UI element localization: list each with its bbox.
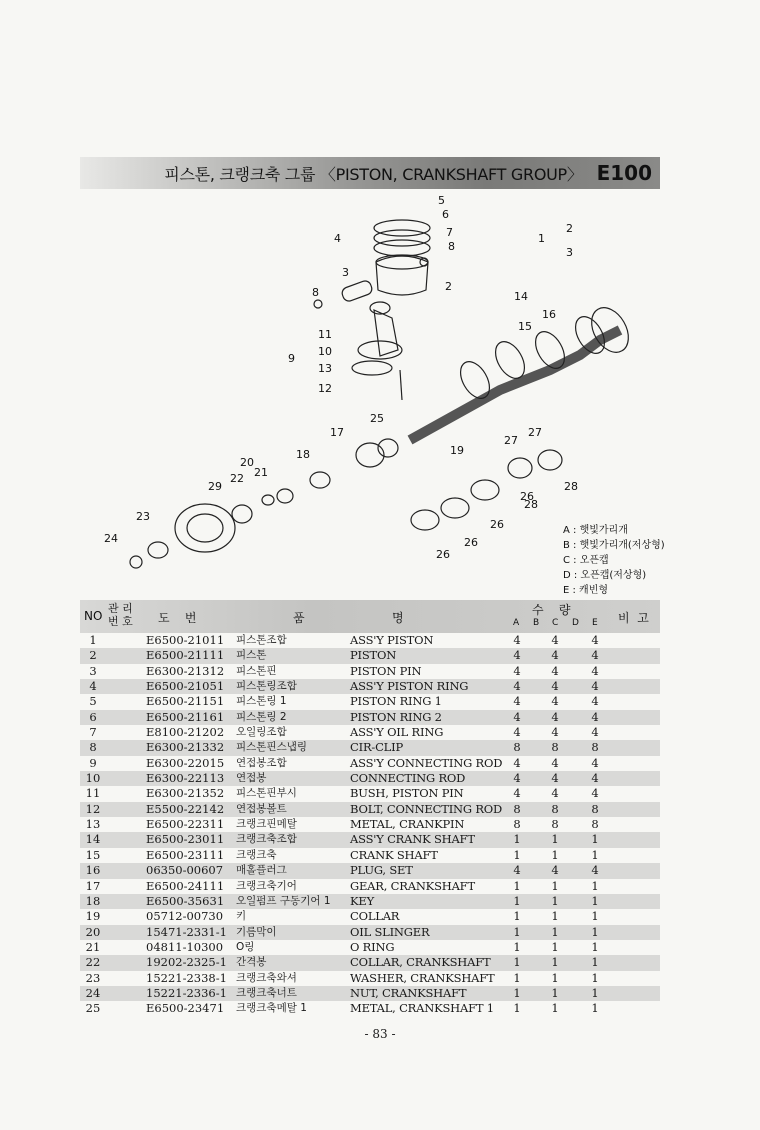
row-name-en: COLLAR: [350, 909, 400, 924]
row-name-en: CONNECTING ROD: [350, 771, 466, 786]
svg-text:2: 2: [445, 280, 452, 293]
header-mgmt-no: 관 리 번 호: [108, 602, 133, 628]
row-no: 15: [85, 847, 101, 862]
row-name-en: ASS'Y PISTON RING: [350, 679, 469, 694]
row-no: 21: [85, 939, 101, 954]
table-row: [80, 817, 660, 832]
svg-text:13: 13: [318, 362, 332, 375]
svg-text:14: 14: [514, 290, 528, 303]
row-qty-e: 1: [591, 924, 599, 939]
table-row: [80, 710, 660, 725]
row-qty-c: 4: [551, 786, 559, 801]
row-qty-c: 8: [551, 817, 559, 832]
row-code: E6500-21151: [146, 694, 225, 709]
table-row: [80, 740, 660, 755]
row-qty-c: 4: [551, 755, 559, 770]
header-qty-b: B: [533, 618, 540, 628]
row-no: 14: [85, 832, 101, 847]
header-qty-c: C: [552, 618, 559, 628]
header-no: NO: [84, 609, 103, 623]
row-qty-c: 1: [551, 939, 559, 954]
row-code: E6300-21332: [146, 740, 225, 755]
row-name-en: METAL, CRANKPIN: [350, 817, 465, 832]
table-row: [80, 925, 660, 940]
row-name-en: PISTON RING 2: [350, 709, 442, 724]
svg-text:10: 10: [318, 345, 332, 358]
row-qty-a: 4: [513, 786, 521, 801]
row-qty-a: 1: [513, 893, 521, 908]
row-no: 3: [89, 663, 97, 678]
svg-text:11: 11: [318, 328, 332, 341]
table-row: [80, 955, 660, 970]
row-qty-c: 8: [551, 801, 559, 816]
row-qty-a: 4: [513, 755, 521, 770]
row-code: E8100-21202: [146, 725, 225, 740]
table-row: [80, 894, 660, 909]
svg-text:27: 27: [528, 426, 542, 439]
row-no: 24: [85, 985, 101, 1000]
row-qty-a: 1: [513, 985, 521, 1000]
row-code: E6500-23471: [146, 1001, 225, 1016]
row-name-kr: 크랭크축너트: [236, 986, 297, 999]
svg-text:20: 20: [240, 456, 254, 469]
row-qty-a: 8: [513, 817, 521, 832]
header-name-right: 명: [392, 611, 404, 625]
row-code: E6300-22015: [146, 755, 225, 770]
row-qty-e: 1: [591, 893, 599, 908]
row-name-kr: 크랭크축: [236, 848, 277, 861]
svg-text:26: 26: [520, 490, 534, 503]
row-name-en: COLLAR, CRANKSHAFT: [350, 955, 491, 970]
header-qty-e: E: [592, 618, 598, 628]
row-name-en: O RING: [350, 939, 395, 954]
row-qty-e: 4: [591, 755, 599, 770]
row-code: 19202-2325-1: [146, 955, 227, 970]
row-code: E6300-21352: [146, 786, 225, 801]
row-qty-a: 1: [513, 939, 521, 954]
row-name-en: CIR-CLIP: [350, 740, 404, 755]
row-qty-e: 4: [591, 786, 599, 801]
header-remark: 비 고: [618, 611, 649, 625]
row-qty-c: 1: [551, 970, 559, 985]
row-code: 05712-00730: [146, 909, 224, 924]
row-qty-c: 4: [551, 709, 559, 724]
svg-text:28: 28: [524, 498, 538, 511]
row-qty-e: 1: [591, 909, 599, 924]
collar-20: [277, 489, 293, 503]
row-no: 7: [89, 725, 97, 740]
row-qty-c: 4: [551, 863, 559, 878]
row-qty-c: 1: [551, 847, 559, 862]
svg-text:18: 18: [296, 448, 310, 461]
row-qty-a: 1: [513, 955, 521, 970]
svg-text:15: 15: [518, 320, 532, 333]
row-qty-e: 1: [591, 939, 599, 954]
row-name-en: PISTON: [350, 648, 397, 663]
row-qty-a: 1: [513, 924, 521, 939]
table-row: [80, 879, 660, 894]
row-name-en: WASHER, CRANKSHAFT: [350, 970, 495, 985]
row-qty-a: 1: [513, 909, 521, 924]
header-name-left: 품: [293, 611, 305, 625]
row-qty-a: 8: [513, 740, 521, 755]
row-name-en: ASS'Y PISTON: [350, 633, 434, 647]
row-code: E6500-21111: [146, 648, 225, 663]
row-no: 10: [85, 771, 101, 786]
row-no: 25: [85, 1001, 101, 1016]
row-name-kr: O링: [236, 940, 255, 953]
row-qty-e: 4: [591, 633, 599, 647]
row-code: 15221-2338-1: [146, 970, 227, 985]
connecting-rod: [374, 310, 398, 356]
row-name-kr: 크랭크축기어: [236, 879, 297, 892]
header-qty-d: D: [572, 618, 579, 628]
row-code: 06350-00607: [146, 863, 224, 878]
pulley-29: [175, 504, 235, 552]
row-name-en: PISTON PIN: [350, 663, 422, 678]
row-name-kr: 연접봉: [236, 772, 267, 785]
row-name-kr: 피스톤조합: [236, 634, 287, 646]
row-qty-a: 1: [513, 847, 521, 862]
row-name-en: BOLT, CONNECTING ROD: [350, 801, 503, 816]
table-row: [80, 832, 660, 847]
row-qty-c: 4: [551, 694, 559, 709]
section-title: 피스톤, 크랭크축 그룹 〈PISTON, CRANKSHAFT GROUP〉: [164, 164, 583, 184]
nut-24: [130, 556, 142, 568]
row-qty-e: 4: [591, 771, 599, 786]
svg-text:26: 26: [464, 536, 478, 549]
svg-text:6: 6: [442, 208, 449, 221]
table-row: [80, 679, 660, 694]
row-code: E6500-21011: [146, 633, 225, 647]
row-name-en: KEY: [350, 893, 374, 908]
row-name-kr: 오일링조합: [236, 726, 287, 739]
row-no: 23: [85, 970, 101, 985]
table-row: [80, 909, 660, 924]
row-qty-e: 1: [591, 847, 599, 862]
row-code: 15471-2331-1: [146, 924, 227, 939]
row-name-kr: 오일펌프 구동기어 1: [236, 894, 331, 907]
row-qty-a: 4: [513, 648, 521, 663]
table-row: [80, 786, 660, 801]
legend-item: B : 햇빛가리개(저상형): [563, 540, 665, 551]
row-qty-e: 8: [591, 801, 599, 816]
svg-text:12: 12: [318, 382, 332, 395]
table-body: [80, 633, 660, 1017]
table-row: [80, 971, 660, 986]
row-name-en: ASS'Y OIL RING: [350, 725, 444, 740]
svg-text:25: 25: [370, 412, 384, 425]
svg-text:28: 28: [564, 480, 578, 493]
piston-ring-5: [374, 220, 430, 236]
row-no: 22: [85, 955, 101, 970]
row-qty-e: 4: [591, 709, 599, 724]
collar-22: [232, 505, 252, 523]
row-name-kr: 피스톤핀부시: [236, 787, 297, 800]
row-qty-e: 4: [591, 648, 599, 663]
row-code: E6500-35631: [146, 893, 225, 908]
svg-text:8: 8: [448, 240, 455, 253]
oil-ring-7: [374, 240, 430, 256]
variant-legend: [563, 523, 665, 598]
row-no: 11: [85, 786, 101, 801]
callout-labels: [104, 194, 578, 561]
row-qty-e: 4: [591, 725, 599, 740]
table-row: [80, 986, 660, 1001]
svg-text:5: 5: [438, 194, 445, 207]
table-row: [80, 664, 660, 679]
row-name-en: PISTON RING 1: [350, 694, 442, 709]
row-code: E6300-22113: [146, 771, 225, 786]
svg-text:1: 1: [538, 232, 545, 245]
row-qty-e: 4: [591, 694, 599, 709]
row-qty-a: 4: [513, 709, 521, 724]
row-no: 4: [89, 679, 97, 694]
row-code: E6500-24111: [146, 878, 225, 893]
washer-23: [148, 542, 168, 558]
table-row: [80, 848, 660, 863]
row-name-kr: 피스톤링 1: [236, 695, 287, 708]
table-row: [80, 802, 660, 817]
row-name-kr: 기름막이: [236, 925, 277, 938]
row-no: 9: [89, 755, 97, 770]
row-name-kr: 크랭크축조합: [236, 833, 297, 846]
row-code: 04811-10300: [146, 939, 224, 954]
row-qty-a: 1: [513, 1001, 521, 1016]
table-row: [80, 771, 660, 786]
table-row: [80, 863, 660, 878]
row-qty-a: 1: [513, 832, 521, 847]
row-qty-a: 4: [513, 771, 521, 786]
row-name-kr: 피스톤링조합: [236, 680, 297, 693]
svg-text:23: 23: [136, 510, 150, 523]
row-qty-a: 1: [513, 970, 521, 985]
row-name-en: METAL, CRANKSHAFT 1: [350, 1001, 494, 1016]
row-no: 6: [89, 709, 97, 724]
row-name-kr: 피스톤핀: [236, 664, 277, 677]
row-name-en: PLUG, SET: [350, 863, 413, 878]
svg-text:26: 26: [436, 548, 450, 561]
row-name-en: CRANK SHAFT: [350, 847, 438, 862]
svg-text:27: 27: [504, 434, 518, 447]
row-qty-a: 4: [513, 863, 521, 878]
row-name-en: ASS'Y CONNECTING ROD: [350, 755, 503, 770]
row-qty-e: 1: [591, 985, 599, 1000]
svg-text:3: 3: [342, 266, 349, 279]
row-qty-a: 4: [513, 633, 521, 647]
oil-pump-drive-18: [310, 472, 330, 488]
section-code: E100: [596, 161, 652, 185]
table-header: [80, 600, 660, 633]
table-row: [80, 1001, 660, 1016]
row-code: E5500-22142: [146, 801, 225, 816]
row-qty-c: 1: [551, 1001, 559, 1016]
row-qty-c: 4: [551, 771, 559, 786]
table-row: [80, 694, 660, 709]
row-qty-c: 1: [551, 924, 559, 939]
row-code: 15221-2336-1: [146, 985, 227, 1000]
row-qty-c: 1: [551, 832, 559, 847]
row-no: 1: [89, 633, 97, 647]
row-name-kr: 크랭크축메탈 1: [236, 1002, 307, 1015]
row-name-kr: 키: [236, 910, 247, 923]
row-qty-a: 4: [513, 725, 521, 740]
svg-text:4: 4: [334, 232, 341, 245]
row-no: 19: [85, 909, 101, 924]
header-qty-a: A: [513, 618, 520, 628]
header-qty: 수 량: [532, 603, 571, 617]
svg-text:3: 3: [566, 246, 573, 259]
row-qty-c: 1: [551, 985, 559, 1000]
rod-bolt: [400, 370, 402, 400]
row-name-kr: 매홀플러그: [236, 864, 287, 877]
row-qty-a: 4: [513, 663, 521, 678]
row-code: E6500-23011: [146, 832, 225, 847]
row-qty-a: 4: [513, 679, 521, 694]
row-no: 17: [85, 878, 101, 893]
row-qty-c: 4: [551, 679, 559, 694]
row-name-kr: 피스톤: [236, 649, 267, 662]
row-qty-e: 4: [591, 679, 599, 694]
row-qty-c: 8: [551, 740, 559, 755]
gear-17: [356, 443, 384, 467]
row-name-en: ASS'Y CRANK SHAFT: [350, 832, 475, 847]
row-name-kr: 크랭크핀메탈: [236, 818, 297, 831]
svg-text:16: 16: [542, 308, 556, 321]
circlip-left: [314, 300, 322, 308]
svg-text:29: 29: [208, 480, 222, 493]
row-no: 8: [89, 740, 97, 755]
row-no: 13: [85, 817, 101, 832]
svg-text:8: 8: [312, 286, 319, 299]
row-qty-e: 1: [591, 878, 599, 893]
row-qty-c: 1: [551, 955, 559, 970]
svg-text:24: 24: [104, 532, 118, 545]
row-qty-e: 1: [591, 955, 599, 970]
row-qty-e: 4: [591, 663, 599, 678]
row-code: E6300-21312: [146, 663, 225, 678]
legend-item: E : 캐빈형: [563, 585, 609, 596]
legend-item: D : 오픈캡(저상형): [563, 570, 647, 581]
row-name-kr: 연접봉조합: [236, 756, 287, 769]
row-name-kr: 연접봉볼트: [236, 802, 287, 815]
row-qty-e: 1: [591, 832, 599, 847]
svg-text:19: 19: [450, 444, 464, 457]
svg-text:9: 9: [288, 352, 295, 365]
row-qty-e: 4: [591, 863, 599, 878]
parts-table: [80, 600, 660, 1017]
row-name-kr: 피스톤핀스냅링: [236, 741, 308, 754]
row-qty-c: 1: [551, 893, 559, 908]
row-qty-c: 1: [551, 909, 559, 924]
row-qty-a: 4: [513, 694, 521, 709]
svg-text:26: 26: [490, 518, 504, 531]
row-no: 12: [85, 801, 101, 816]
svg-text:21: 21: [254, 466, 268, 479]
row-name-kr: 피스톤링 2: [236, 710, 287, 723]
row-qty-c: 4: [551, 663, 559, 678]
piston-pin: [341, 279, 374, 302]
row-qty-e: 8: [591, 740, 599, 755]
svg-text:17: 17: [330, 426, 344, 439]
row-qty-a: 8: [513, 801, 521, 816]
row-name-kr: 크랭크축와셔: [236, 971, 297, 984]
row-code: E6500-21161: [146, 709, 225, 724]
piston-ring-6: [374, 230, 430, 246]
row-qty-e: 1: [591, 1001, 599, 1016]
table-row: [80, 756, 660, 771]
row-name-en: GEAR, CRANKSHAFT: [350, 878, 475, 893]
row-qty-c: 1: [551, 878, 559, 893]
o-ring-21: [262, 495, 274, 505]
table-row: [80, 648, 660, 663]
section-header: [80, 157, 660, 189]
table-row: [80, 940, 660, 955]
row-name-en: OIL SLINGER: [350, 924, 430, 939]
row-no: 18: [85, 893, 101, 908]
row-code: E6500-23111: [146, 847, 225, 862]
page-number: - 83 -: [364, 1027, 396, 1041]
row-name-kr: 간격봉: [236, 956, 267, 969]
svg-text:2: 2: [566, 222, 573, 235]
header-code: 도 번: [158, 611, 197, 625]
row-name-en: NUT, CRANKSHAFT: [350, 985, 467, 1000]
legend-item: A : 햇빛가리개: [563, 525, 628, 536]
table-row: [80, 633, 660, 648]
row-code: E6500-21051: [146, 679, 225, 694]
row-qty-e: 1: [591, 970, 599, 985]
row-no: 16: [85, 863, 101, 878]
row-no: 2: [89, 648, 97, 663]
row-qty-a: 1: [513, 878, 521, 893]
legend-item: C : 오픈캡: [563, 555, 609, 566]
row-no: 5: [89, 694, 97, 709]
row-no: 20: [85, 924, 101, 939]
table-row: [80, 725, 660, 740]
row-code: E6500-22311: [146, 817, 225, 832]
row-qty-e: 8: [591, 817, 599, 832]
row-name-en: BUSH, PISTON PIN: [350, 786, 464, 801]
row-qty-c: 4: [551, 725, 559, 740]
svg-text:7: 7: [446, 226, 453, 239]
svg-text:22: 22: [230, 472, 244, 485]
row-qty-c: 4: [551, 648, 559, 663]
row-qty-c: 4: [551, 633, 559, 647]
